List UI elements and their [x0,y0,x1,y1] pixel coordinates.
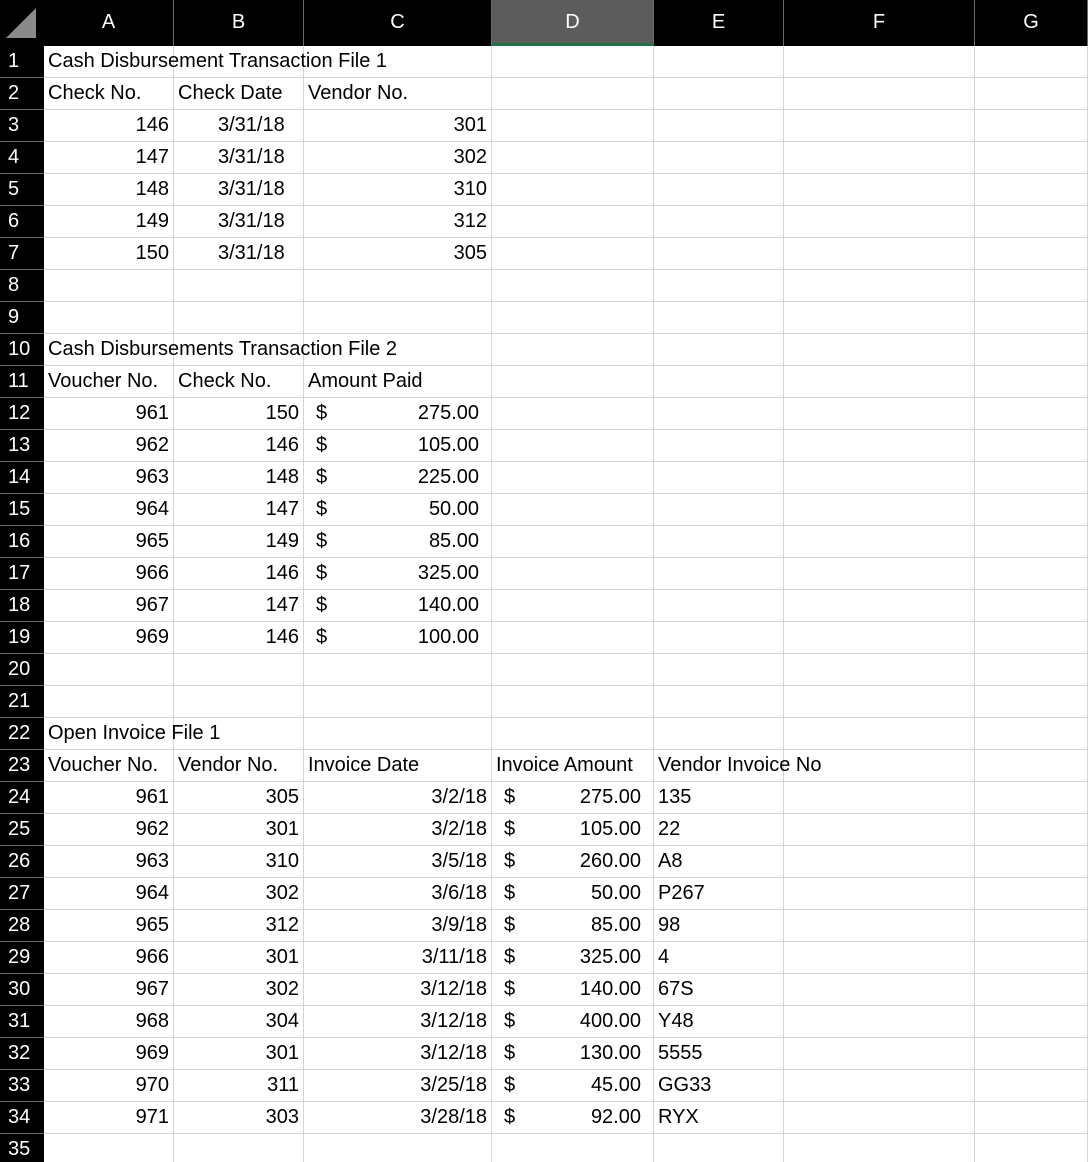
grid-cell[interactable] [654,526,784,558]
voucher-no: 966 [135,946,169,968]
currency-symbol: $ [316,434,328,456]
voucher-no: 963 [135,466,169,488]
grid-cell[interactable] [784,590,975,622]
column-label: Invoice Amount [496,754,633,776]
grid-cell[interactable] [492,366,654,398]
grid-cell[interactable] [784,526,975,558]
column-label: Check No. [178,370,272,392]
grid-cell[interactable] [784,846,975,878]
vendor-invoice-no: Y48 [658,1010,694,1032]
select-all-triangle-icon [6,8,36,38]
grid-cell[interactable] [975,142,1088,174]
grid-cell[interactable] [492,430,654,462]
amount-paid: 105.00 [417,434,479,456]
grid-cell[interactable] [492,238,654,270]
grid-cell[interactable] [975,1134,1088,1162]
grid-cell[interactable] [975,398,1088,430]
check-date: 3/31/18 [218,210,285,232]
voucher-no: 961 [135,786,169,808]
voucher-no: 963 [135,850,169,872]
invoice-date: 3/2/18 [431,818,487,840]
section-title: Cash Disbursements Transaction File 2 [48,338,398,360]
grid-cell[interactable] [654,110,784,142]
grid-cell[interactable] [492,398,654,430]
grid-cell[interactable] [784,910,975,942]
invoice-date: 3/11/18 [421,946,487,968]
vendor-no: 301 [265,1042,299,1064]
row-header-32[interactable]: 32 [0,1038,44,1070]
currency-symbol: $ [504,882,516,904]
grid-cell[interactable] [44,654,174,686]
row-header-5[interactable]: 5 [0,174,44,206]
voucher-no: 962 [135,818,169,840]
grid-cell[interactable] [654,334,784,366]
grid-cell[interactable] [654,302,784,334]
invoice-date: 3/12/18 [420,1010,487,1032]
grid-cell[interactable] [975,654,1088,686]
currency-symbol: $ [316,594,328,616]
row-header-19[interactable]: 19 [0,622,44,654]
invoice-amount: 105.00 [579,818,641,840]
column-header-a[interactable]: A [44,0,174,46]
grid-cell[interactable] [975,750,1088,782]
voucher-no: 966 [135,562,169,584]
vendor-invoice-no: 135 [658,786,692,808]
grid-cell[interactable] [654,718,784,750]
voucher-no: 970 [135,1074,169,1096]
grid-cell[interactable] [174,686,304,718]
voucher-no: 969 [135,626,169,648]
invoice-amount: 140.00 [579,978,641,1000]
vendor-invoice-no: 5555 [658,1042,703,1064]
grid-cell[interactable] [304,654,492,686]
grid-cell[interactable] [784,558,975,590]
grid-cell[interactable] [492,270,654,302]
grid-cell[interactable] [784,942,975,974]
check-no: 147 [265,594,299,616]
row-header-6[interactable]: 6 [0,206,44,238]
grid-cell[interactable] [492,110,654,142]
vendor-no: 301 [453,114,487,136]
invoice-amount: 130.00 [579,1042,641,1064]
grid-cell[interactable] [784,1102,975,1134]
check-no: 148 [265,466,299,488]
grid-cell[interactable] [654,78,784,110]
invoice-date: 3/12/18 [420,1042,487,1064]
voucher-no: 967 [135,594,169,616]
grid-cell[interactable] [784,622,975,654]
grid-cell[interactable] [784,302,975,334]
column-label: Check No. [48,82,142,104]
currency-symbol: $ [504,1106,516,1128]
invoice-amount: 325.00 [579,946,641,968]
vendor-no: 301 [265,946,299,968]
vendor-invoice-no: 4 [658,946,670,968]
grid-cell[interactable] [784,718,975,750]
invoice-date: 3/28/18 [420,1106,487,1128]
column-header-g[interactable]: G [975,0,1088,46]
grid-cell[interactable] [975,718,1088,750]
grid-cell[interactable] [975,974,1088,1006]
grid-cell[interactable] [654,686,784,718]
grid-cell[interactable] [784,366,975,398]
vendor-invoice-no: GG33 [658,1074,712,1096]
row-header-16[interactable]: 16 [0,526,44,558]
column-header-b[interactable]: B [174,0,304,46]
grid-cell[interactable] [975,814,1088,846]
column-header-f[interactable]: F [784,0,975,46]
vendor-invoice-no: 98 [658,914,681,936]
invoice-date: 3/9/18 [431,914,487,936]
grid-cell[interactable] [654,142,784,174]
row-header-4[interactable]: 4 [0,142,44,174]
grid-cell[interactable] [975,590,1088,622]
row-header-20[interactable]: 20 [0,654,44,686]
currency-symbol: $ [316,498,328,520]
column-header-d[interactable]: D [492,0,654,46]
grid-cell[interactable] [304,1134,492,1162]
grid-cell[interactable] [654,590,784,622]
row-header-29[interactable]: 29 [0,942,44,974]
invoice-date: 3/6/18 [431,882,487,904]
grid-cell[interactable] [975,1038,1088,1070]
grid-cell[interactable] [784,974,975,1006]
currency-symbol: $ [504,818,516,840]
grid-cell[interactable] [975,878,1088,910]
currency-symbol: $ [504,850,516,872]
grid-cell[interactable] [975,366,1088,398]
grid-cell[interactable] [784,238,975,270]
column-label: Voucher No. [48,754,159,776]
currency-symbol: $ [504,1010,516,1032]
grid-cell[interactable] [44,1134,174,1162]
grid-cell[interactable] [654,558,784,590]
grid-cell[interactable] [492,302,654,334]
row-header-27[interactable]: 27 [0,878,44,910]
grid-cell[interactable] [784,462,975,494]
row-header-34[interactable]: 34 [0,1102,44,1134]
select-all-corner[interactable] [0,0,44,46]
row-header-17[interactable]: 17 [0,558,44,590]
vendor-no: 310 [265,850,299,872]
grid-cell[interactable] [784,398,975,430]
grid-cell[interactable] [975,622,1088,654]
check-no: 146 [265,626,299,648]
grid-cell[interactable] [492,494,654,526]
grid-cell[interactable] [784,814,975,846]
invoice-date: 3/2/18 [431,786,487,808]
grid-cell[interactable] [492,174,654,206]
grid-cell[interactable] [975,174,1088,206]
grid-cell[interactable] [784,270,975,302]
voucher-no: 967 [135,978,169,1000]
voucher-no: 969 [135,1042,169,1064]
row-header-24[interactable]: 24 [0,782,44,814]
grid-cell[interactable] [784,878,975,910]
column-label: Voucher No. [48,370,159,392]
vendor-invoice-no: P267 [658,882,705,904]
voucher-no: 965 [135,914,169,936]
grid-cell[interactable] [654,654,784,686]
check-no: 146 [265,434,299,456]
vendor-invoice-no: 67S [658,978,694,1000]
grid-cell[interactable] [654,46,784,78]
column-header-e[interactable]: E [654,0,784,46]
grid-cell[interactable] [784,46,975,78]
row-header-1[interactable]: 1 [0,46,44,78]
voucher-no: 964 [135,882,169,904]
grid-cell[interactable] [44,686,174,718]
row-header-10[interactable]: 10 [0,334,44,366]
vendor-no: 312 [265,914,299,936]
grid-cell[interactable] [654,462,784,494]
currency-symbol: $ [504,1074,516,1096]
voucher-no: 968 [135,1010,169,1032]
grid-cell[interactable] [492,142,654,174]
currency-symbol: $ [504,946,516,968]
grid-cell[interactable] [654,270,784,302]
grid-cell[interactable] [975,1006,1088,1038]
row-header-15[interactable]: 15 [0,494,44,526]
amount-paid: 85.00 [428,530,479,552]
check-no: 149 [135,210,169,232]
grid-cell[interactable] [975,206,1088,238]
grid-cell[interactable] [784,206,975,238]
column-label: Invoice Date [308,754,420,776]
row-header-11[interactable]: 11 [0,366,44,398]
row-header-23[interactable]: 23 [0,750,44,782]
row-header-30[interactable]: 30 [0,974,44,1006]
check-no: 148 [135,178,169,200]
vendor-no: 312 [453,210,487,232]
vendor-no: 311 [267,1074,299,1096]
amount-paid: 225.00 [417,466,479,488]
invoice-date: 3/12/18 [420,978,487,1000]
invoice-amount: 275.00 [579,786,641,808]
grid-cell[interactable] [784,494,975,526]
currency-symbol: $ [316,626,328,648]
amount-paid: 50.00 [428,498,479,520]
check-date: 3/31/18 [218,242,285,264]
grid-cell[interactable] [975,238,1088,270]
grid-cell[interactable] [784,174,975,206]
grid-cell[interactable] [654,1134,784,1162]
grid-cell[interactable] [304,686,492,718]
grid-cell[interactable] [784,430,975,462]
column-label: Vendor No. [308,82,409,104]
amount-paid: 100.00 [417,626,479,648]
grid-cell[interactable] [975,846,1088,878]
column-label: Check Date [178,82,283,104]
currency-symbol: $ [504,1042,516,1064]
grid-cell[interactable] [492,622,654,654]
check-no: 149 [265,530,299,552]
vendor-no: 301 [265,818,299,840]
row-header-3[interactable]: 3 [0,110,44,142]
grid-cell[interactable] [784,110,975,142]
grid-cell[interactable] [975,494,1088,526]
currency-symbol: $ [504,786,516,808]
grid-cell[interactable] [654,174,784,206]
grid-cell[interactable] [975,462,1088,494]
grid-cell[interactable] [975,1070,1088,1102]
row-header-26[interactable]: 26 [0,846,44,878]
grid-cell[interactable] [654,238,784,270]
invoice-date: 3/25/18 [420,1074,487,1096]
grid-cell[interactable] [174,1134,304,1162]
voucher-no: 962 [135,434,169,456]
grid-cell[interactable] [784,654,975,686]
grid-cell[interactable] [654,398,784,430]
check-date: 3/31/18 [218,178,285,200]
check-date: 3/31/18 [218,114,285,136]
vendor-no: 302 [265,882,299,904]
grid-cell[interactable] [975,782,1088,814]
check-date: 3/31/18 [218,146,285,168]
grid-cell[interactable] [44,302,174,334]
grid-cell[interactable] [784,142,975,174]
grid-cell[interactable] [975,942,1088,974]
currency-symbol: $ [316,562,328,584]
row-header-2[interactable]: 2 [0,78,44,110]
grid-cell[interactable] [784,1006,975,1038]
voucher-no: 971 [135,1106,169,1128]
invoice-amount: 50.00 [590,882,641,904]
grid-cell[interactable] [975,430,1088,462]
grid-cell[interactable] [654,430,784,462]
grid-cell[interactable] [492,206,654,238]
grid-cell[interactable] [654,366,784,398]
row-header-13[interactable]: 13 [0,430,44,462]
invoice-amount: 85.00 [590,914,641,936]
amount-paid: 140.00 [417,594,479,616]
grid-cell[interactable] [975,270,1088,302]
grid-cell[interactable] [975,302,1088,334]
grid-cell[interactable] [492,686,654,718]
grid-cell[interactable] [975,334,1088,366]
invoice-amount: 92.00 [590,1106,641,1128]
row-header-12[interactable]: 12 [0,398,44,430]
grid-cell[interactable] [654,494,784,526]
grid-cell[interactable] [304,270,492,302]
check-no: 146 [265,562,299,584]
currency-symbol: $ [316,466,328,488]
vendor-invoice-no: RYX [658,1106,699,1128]
grid-cell[interactable] [784,1038,975,1070]
row-header-28[interactable]: 28 [0,910,44,942]
row-header-8[interactable]: 8 [0,270,44,302]
grid-cell[interactable] [784,78,975,110]
grid-cell[interactable] [654,622,784,654]
grid-cell[interactable] [304,302,492,334]
invoice-amount: 45.00 [590,1074,641,1096]
grid-cell[interactable] [492,654,654,686]
currency-symbol: $ [316,402,328,424]
grid-cell[interactable] [975,558,1088,590]
voucher-no: 964 [135,498,169,520]
check-no: 150 [265,402,299,424]
row-header-35[interactable]: 35 [0,1134,44,1162]
column-header-c[interactable]: C [304,0,492,46]
invoice-amount: 400.00 [579,1010,641,1032]
row-header-14[interactable]: 14 [0,462,44,494]
invoice-date: 3/5/18 [431,850,487,872]
column-label: Vendor No. [178,754,279,776]
grid-cell[interactable] [975,46,1088,78]
vendor-no: 310 [453,178,487,200]
grid-cell[interactable] [784,686,975,718]
section-title: Cash Disbursement Transaction File 1 [48,50,388,72]
column-label: Vendor Invoice No [658,754,822,776]
grid-cell[interactable] [784,1134,975,1162]
grid-cell[interactable] [975,1102,1088,1134]
grid-cell[interactable] [492,558,654,590]
grid-cell[interactable] [174,302,304,334]
currency-symbol: $ [316,530,328,552]
check-no: 147 [265,498,299,520]
grid-cell[interactable] [975,686,1088,718]
amount-paid: 325.00 [417,562,479,584]
grid-cell[interactable] [174,270,304,302]
amount-paid: 275.00 [417,402,479,424]
check-no: 150 [135,242,169,264]
check-no: 147 [135,146,169,168]
row-header-7[interactable]: 7 [0,238,44,270]
vendor-no: 302 [265,978,299,1000]
grid-cell[interactable] [975,78,1088,110]
grid-cell[interactable] [44,270,174,302]
vendor-no: 305 [453,242,487,264]
row-header-18[interactable]: 18 [0,590,44,622]
grid-cell[interactable] [492,1134,654,1162]
row-header-22[interactable]: 22 [0,718,44,750]
grid-cell[interactable] [654,206,784,238]
grid-cell[interactable] [492,78,654,110]
grid-cell[interactable] [174,654,304,686]
currency-symbol: $ [504,914,516,936]
grid-cell[interactable] [784,1070,975,1102]
column-label: Amount Paid [308,370,423,392]
invoice-amount: 260.00 [579,850,641,872]
grid-cell[interactable] [784,782,975,814]
grid-cell[interactable] [784,334,975,366]
currency-symbol: $ [504,978,516,1000]
vendor-invoice-no: A8 [658,850,683,872]
vendor-no: 303 [265,1106,299,1128]
check-no: 146 [135,114,169,136]
row-header-21[interactable]: 21 [0,686,44,718]
row-header-9[interactable]: 9 [0,302,44,334]
grid-cell[interactable] [975,110,1088,142]
section-title: Open Invoice File 1 [48,722,221,744]
row-header-31[interactable]: 31 [0,1006,44,1038]
vendor-no: 305 [265,786,299,808]
grid-cell[interactable] [975,526,1088,558]
vendor-no: 304 [265,1010,299,1032]
vendor-invoice-no: 22 [658,818,681,840]
voucher-no: 961 [135,402,169,424]
voucher-no: 965 [135,530,169,552]
row-header-25[interactable]: 25 [0,814,44,846]
row-header-33[interactable]: 33 [0,1070,44,1102]
grid-cell[interactable] [492,462,654,494]
grid-cell[interactable] [492,526,654,558]
grid-cell[interactable] [975,910,1088,942]
vendor-no: 302 [453,146,487,168]
grid-cell[interactable] [492,590,654,622]
